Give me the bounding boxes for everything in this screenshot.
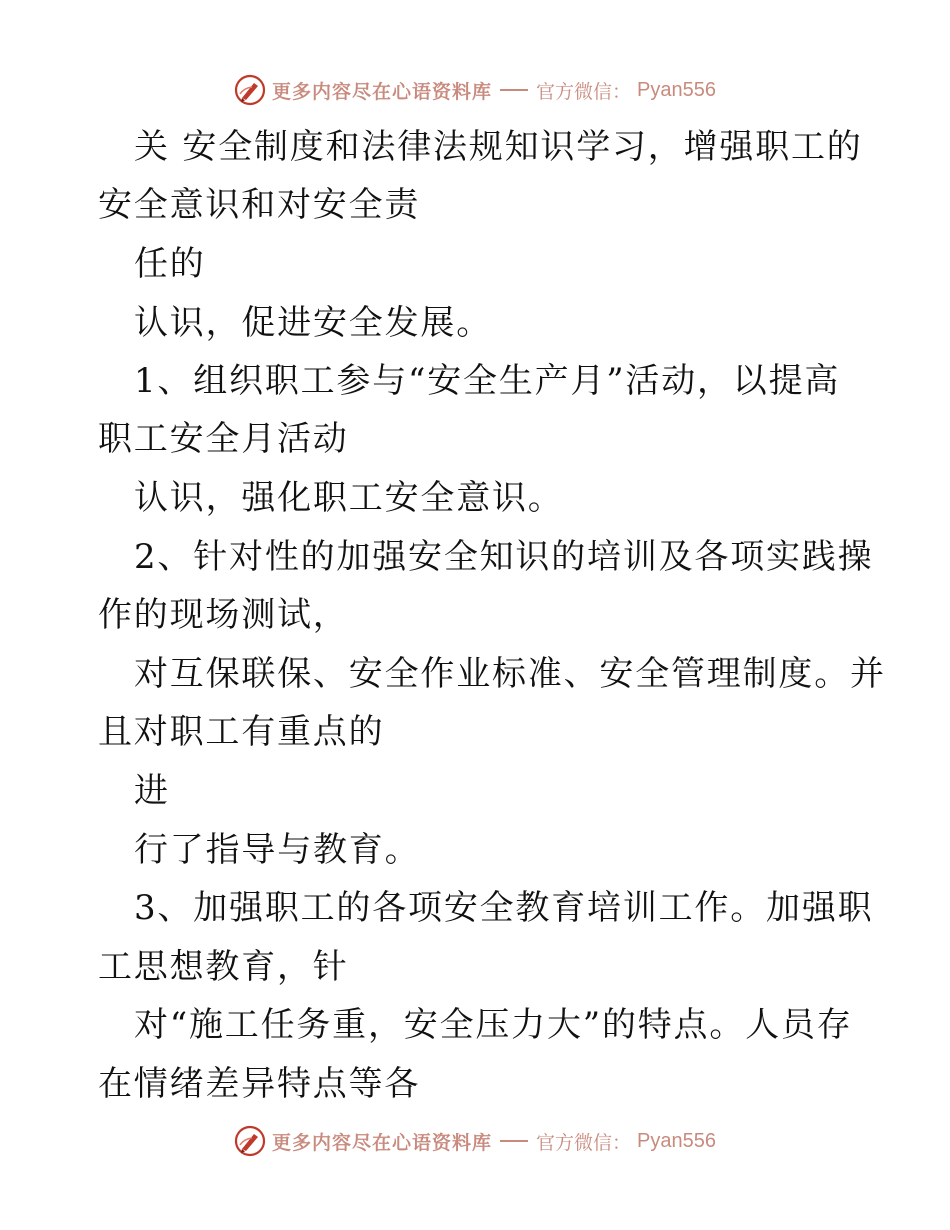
text-line: 安全意识和对安全责 [98,185,421,225]
watermark-id: Pyan556 [637,1129,716,1152]
watermark-dash [500,1140,528,1142]
text-line: 行了指导与教育。 [134,830,421,870]
watermark-title: 更多内容尽在心语资料库 [272,1131,493,1154]
text-line: 对互保联保、安全作业标准、安全管理制度。并 [134,654,886,694]
text-line: 关 安全制度和法律法规知识学习，增强职工的 [134,127,863,167]
text-line: 1、组织职工参与“安全生产月”活动，以提高 [134,361,841,401]
text-line: 认识，促进安全发展。 [134,303,492,343]
text-line: 任的 [134,244,206,284]
footer-watermark [0,1121,950,1161]
text-line: 3、加强职工的各项安全教育培训工作。加强职 [134,888,874,928]
watermark-label: 官方微信： [536,1131,632,1154]
text-line: 工思想教育，针 [98,947,349,987]
pen-logo-icon [234,1125,266,1157]
text-line: 认识，强化职工安全意识。 [134,478,564,518]
text-line: 进 [134,771,170,811]
text-line: 作的现场测试， [98,595,349,635]
text-line: 在情绪差异特点等各 [98,1064,421,1104]
watermark-label: 官方微信： [536,80,632,103]
text-line: 对“施工任务重，安全压力大”的特点。人员存 [134,1005,853,1045]
watermark-title: 更多内容尽在心语资料库 [272,80,493,103]
text-line: 2、针对性的加强安全知识的培训及各项实践操 [134,537,874,577]
watermark-id: Pyan556 [637,78,716,101]
text-line: 职工安全月活动 [98,419,349,459]
text-line: 且对职工有重点的 [98,712,385,752]
